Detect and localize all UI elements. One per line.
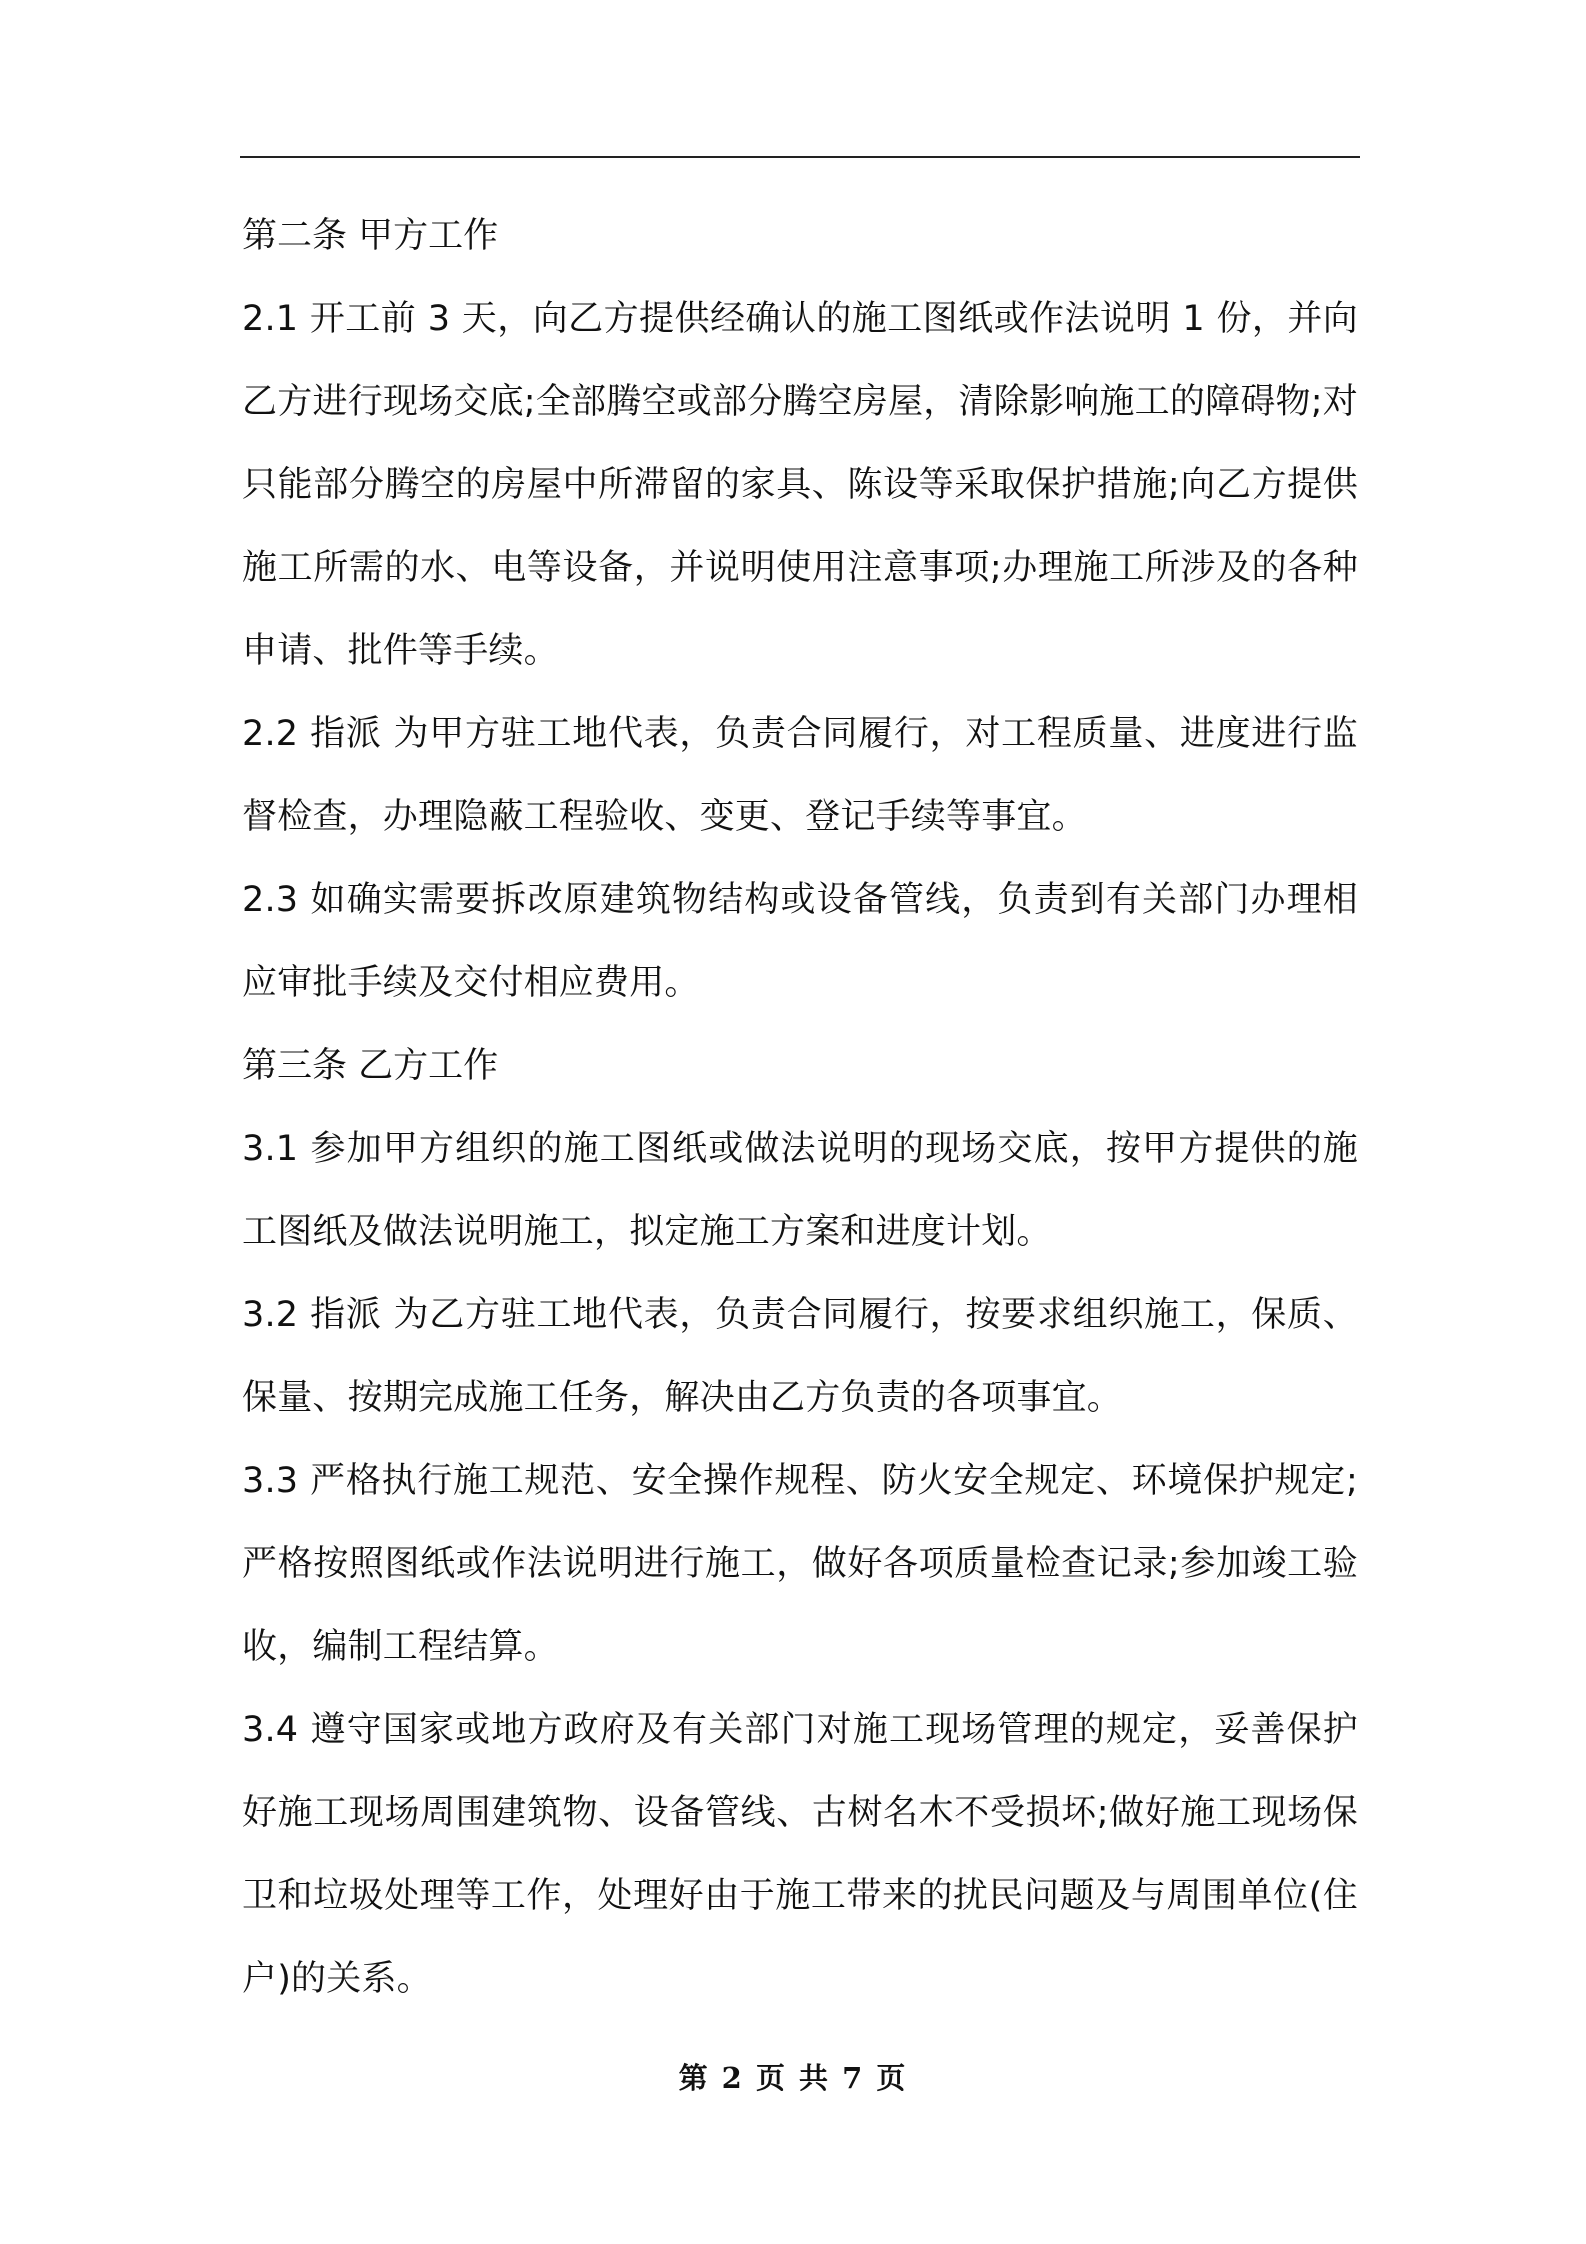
clause-3-4: 3.4 遵守国家或地方政府及有关部门对施工现场管理的规定，妥善保护好施工现场周围建筑物、设备管线、古树名木不受损坏;做好施工现场保卫和垃圾处理等工作，处理好由于施工带来的扰民问题及与周围单位(住户)的关系。 <box>242 1710 1358 1999</box>
clause-2-2: 2.2 指派 为甲方驻工地代表，负责合同履行，对工程质量、进度进行监督检查，办理隐蔽工程验收、变更、登记手续等事宜。 <box>242 714 1358 837</box>
page-footer: 第 2 页 共 7 页 <box>678 2061 908 2095</box>
clause-2-3: 2.3 如确实需要拆改原建筑物结构或设备管线，负责到有关部门办理相应审批手续及交付相应费用。 <box>242 880 1358 1003</box>
clause-3-1: 3.1 参加甲方组织的施工图纸或做法说明的现场交底，按甲方提供的施工图纸及做法说明施工，拟定施工方案和进度计划。 <box>242 1129 1358 1252</box>
clause-3-3: 3.3 严格执行施工规范、安全操作规程、防火安全规定、环境保护规定;严格按照图纸或作法说明进行施工，做好各项质量检查记录;参加竣工验收，编制工程结算。 <box>242 1461 1358 1667</box>
section-heading-2: 第二条 甲方工作 <box>242 216 499 256</box>
clause-3-2: 3.2 指派 为乙方驻工地代表，负责合同履行，按要求组织施工，保质、保量、按期完成施工任务，解决由乙方负责的各项事宜。 <box>242 1295 1358 1418</box>
section-heading-3: 第三条 乙方工作 <box>242 1046 499 1086</box>
header-rule <box>240 156 1360 158</box>
clause-2-1: 2.1 开工前 3 天，向乙方提供经确认的施工图纸或作法说明 1 份，并向乙方进行现场交底;全部腾空或部分腾空房屋，清除影响施工的障碍物;对只能部分腾空的房屋中所滞留的家具、陈设等采取保护措施;向乙方提供施工所需的水、电等设备，并说明使用注意事项;办理施工所涉及的各种申请、批件等手续。 <box>242 299 1358 671</box>
document-body <box>242 195 1358 2021</box>
